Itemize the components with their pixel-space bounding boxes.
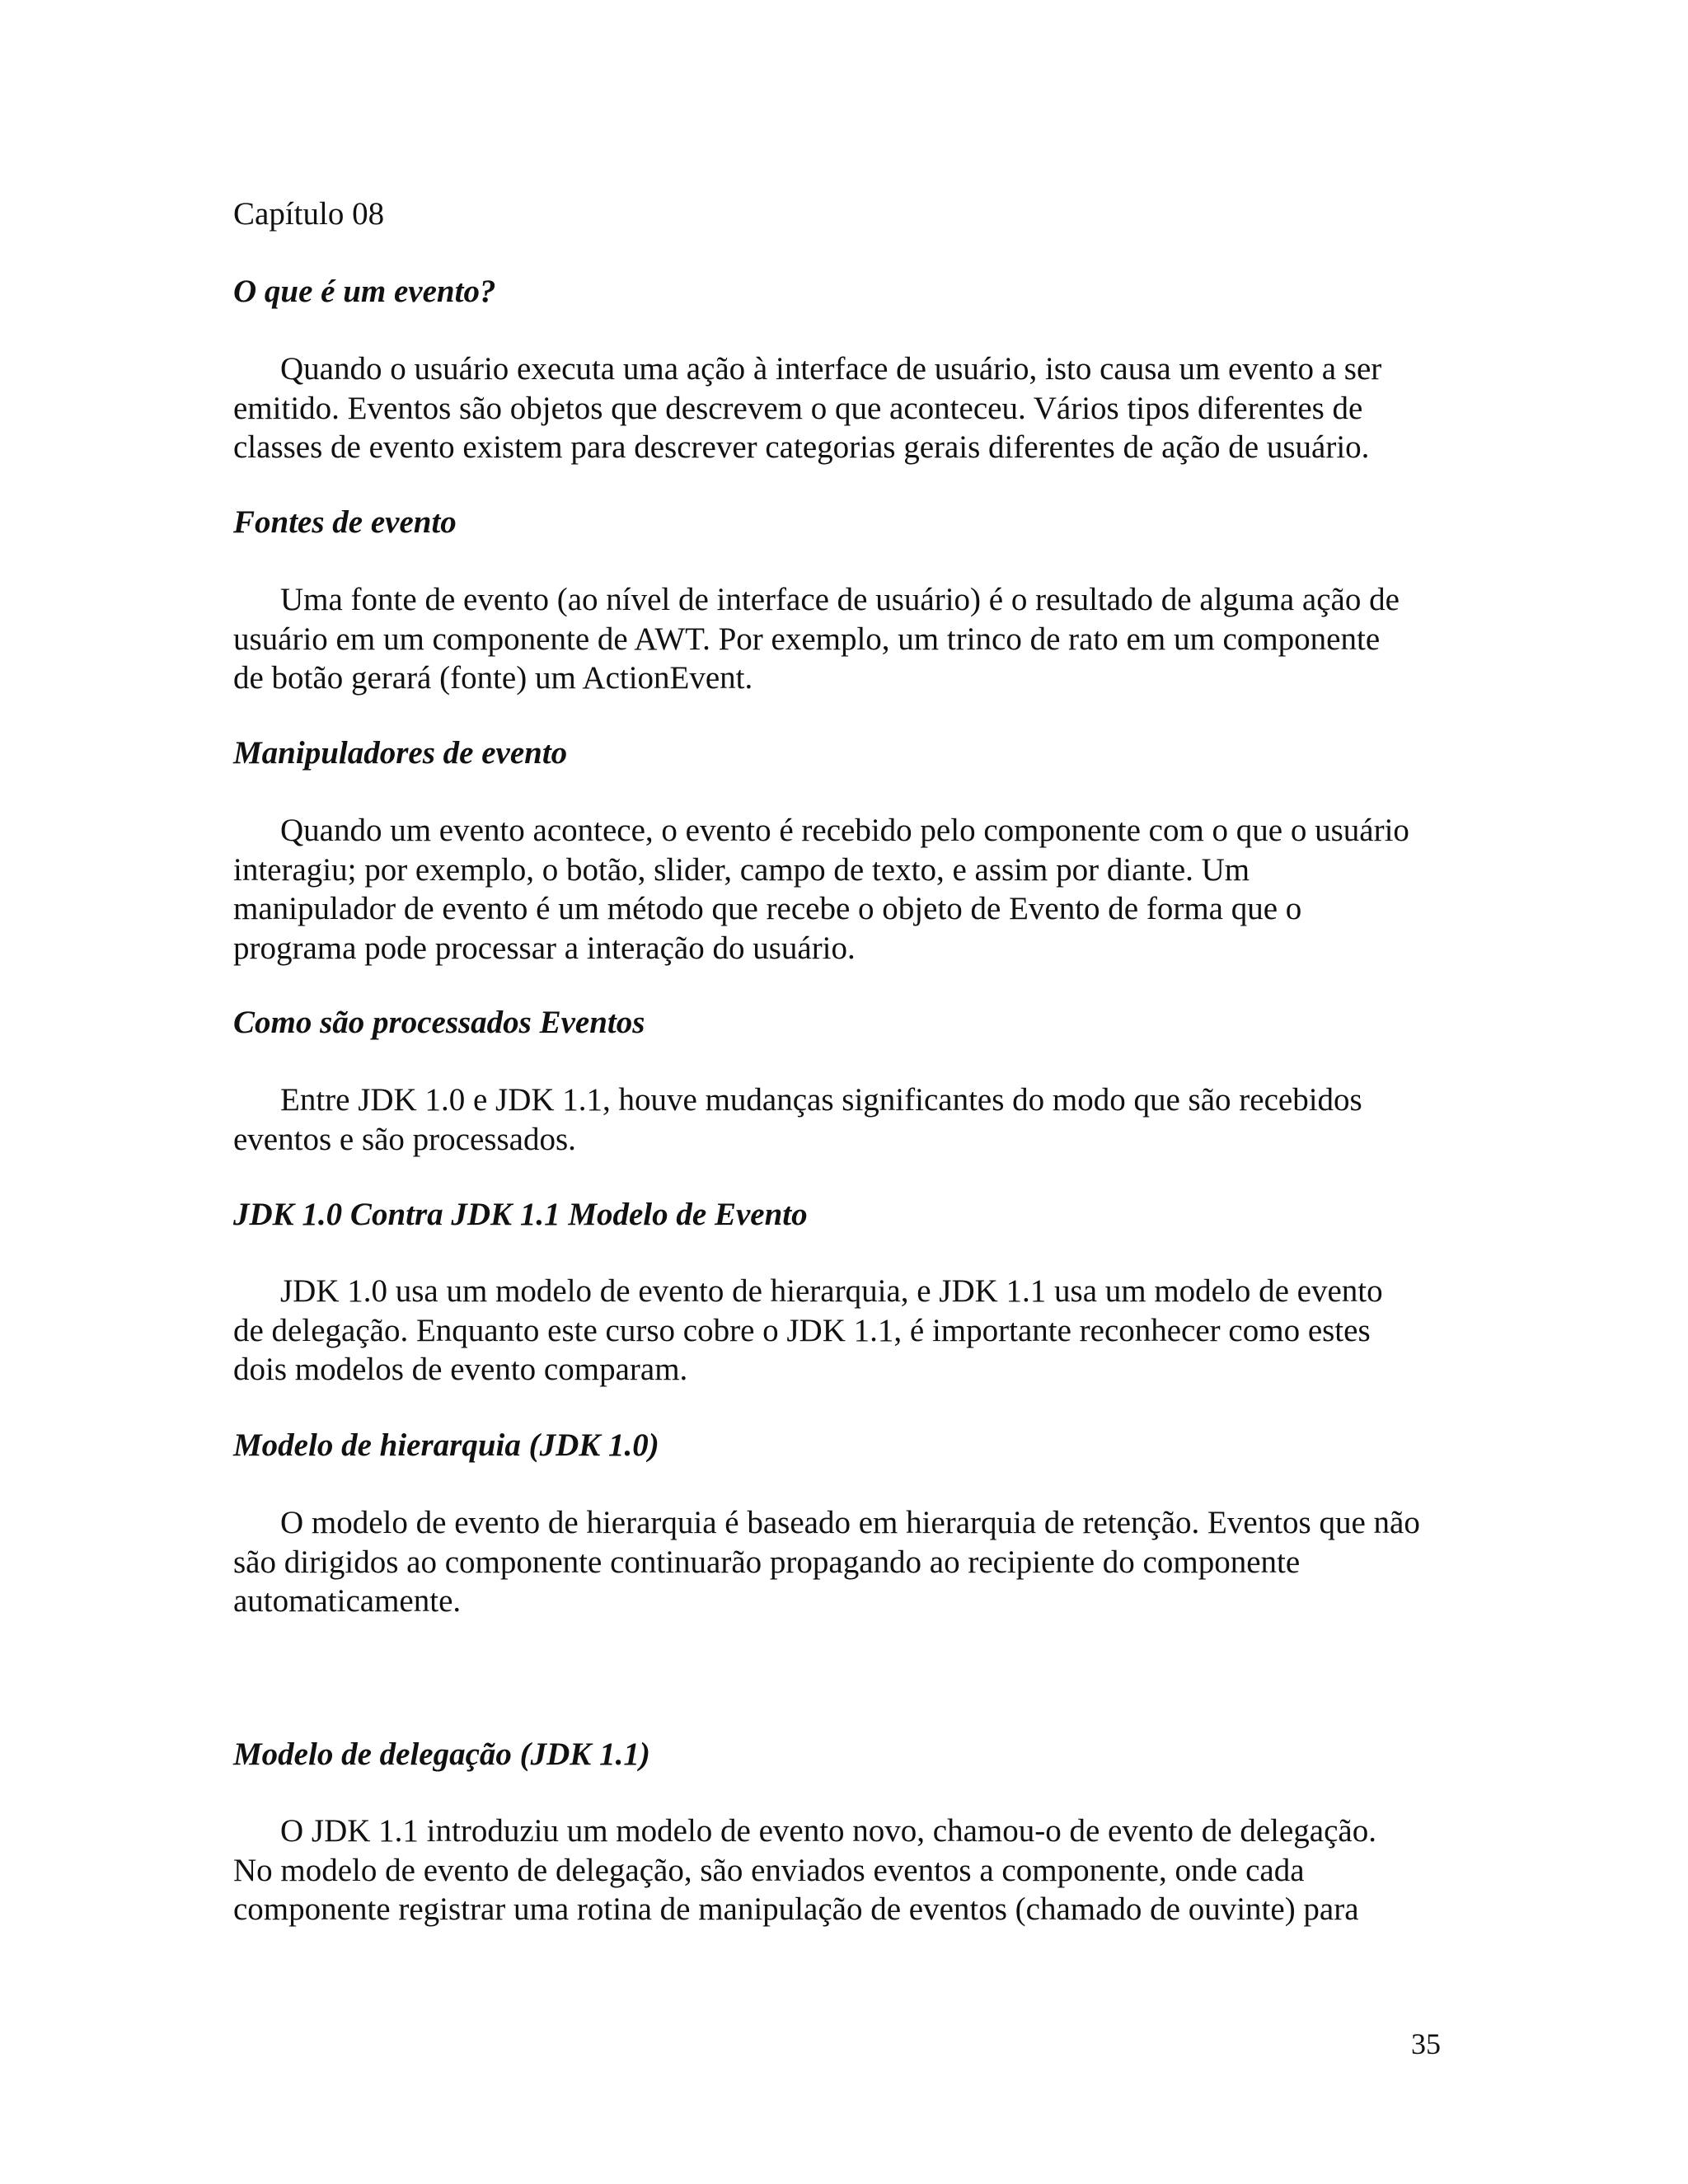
section-heading-modelo-de-delegacao: Modelo de delegação (JDK 1.1) [233,1736,650,1772]
paragraph-manipuladores-de-evento [233,811,1470,968]
section-heading-modelo-de-hierarquia: Modelo de hierarquia (JDK 1.0) [233,1427,659,1463]
paragraph-line: classes de evento existem para descrever categorias gerais diferentes de ação de usuário. [233,429,1370,465]
section-heading-o-que-e-um-evento: O que é um evento? [233,274,496,309]
section-heading-manipuladores-de-evento: Manipuladores de evento [233,735,568,771]
paragraph-line: JDK 1.0 usa um modelo de evento de hierarquia, e JDK 1.1 usa um modelo de evento [280,1273,1383,1309]
paragraph-line: de botão gerará (fonte) um ActionEvent. [233,660,753,696]
paragraph-line: No modelo de evento de delegação, são enviados eventos a componente, onde cada [233,1852,1305,1888]
paragraph-line: Uma fonte de evento (ao nível de interface de usuário) é o resultado de alguma ação de [280,582,1400,617]
section-heading-fontes-de-evento: Fontes de evento [233,504,457,540]
paragraph-line: de delegação. Enquanto este curso cobre o JDK 1.1, é importante reconhecer como estes [233,1312,1371,1348]
paragraph-line: O modelo de evento de hierarquia é baseado em hierarquia de retenção. Eventos que não [280,1505,1420,1540]
page-number: 35 [1411,2027,1441,2060]
paragraph-line: são dirigidos ao componente continuarão propagando ao recipiente do componente [233,1544,1301,1580]
paragraph-line: emitido. Eventos são objetos que descrevem o que aconteceu. Vários tipos diferentes de [233,390,1363,426]
paragraph-line: O JDK 1.1 introduziu um modelo de evento novo, chamou-o de evento de delegação. [280,1813,1376,1849]
paragraph-line: Entre JDK 1.0 e JDK 1.1, houve mudanças significantes do modo que são recebidos [280,1082,1362,1118]
paragraph-line: Quando o usuário executa uma ação à interface de usuário, isto causa um evento a ser [280,351,1382,387]
paragraph-o-que-e-um-evento [233,349,1470,467]
paragraph-line: componente registrar uma rotina de manipulação de eventos (chamado de ouvinte) para [233,1891,1359,1927]
section-heading-como-sao-processados-eventos: Como são processados Eventos [233,1005,645,1040]
paragraph-line: automaticamente. [233,1583,462,1619]
paragraph-line: dois modelos de evento comparam. [233,1352,688,1387]
paragraph-line: interagiu; por exemplo, o botão, slider, campo de texto, e assim por diante. Um [233,851,1250,888]
paragraph-como-sao-processados-eventos [233,1080,1470,1159]
paragraph-line: usuário em um componente de AWT. Por exemplo, um trinco de rato em um componente [233,621,1381,657]
paragraph-modelo-de-hierarquia [233,1503,1470,1621]
paragraph-jdk-contra [233,1272,1470,1390]
paragraph-line: manipulador de evento é um método que recebe o objeto de Evento de forma que o [233,891,1302,926]
paragraph-fontes-de-evento [233,580,1470,698]
paragraph-line: eventos e são processados. [233,1121,576,1157]
paragraph-line: programa pode processar a interação do usuário. [233,930,856,966]
paragraph-modelo-de-delegacao [233,1811,1470,1929]
section-heading-jdk-contra: JDK 1.0 Contra JDK 1.1 Modelo de Evento [233,1197,808,1232]
chapter-label: Capítulo 08 [233,196,385,232]
paragraph-line: Quando um evento acontece, o evento é recebido pelo componente com o que o usuário [280,813,1409,848]
